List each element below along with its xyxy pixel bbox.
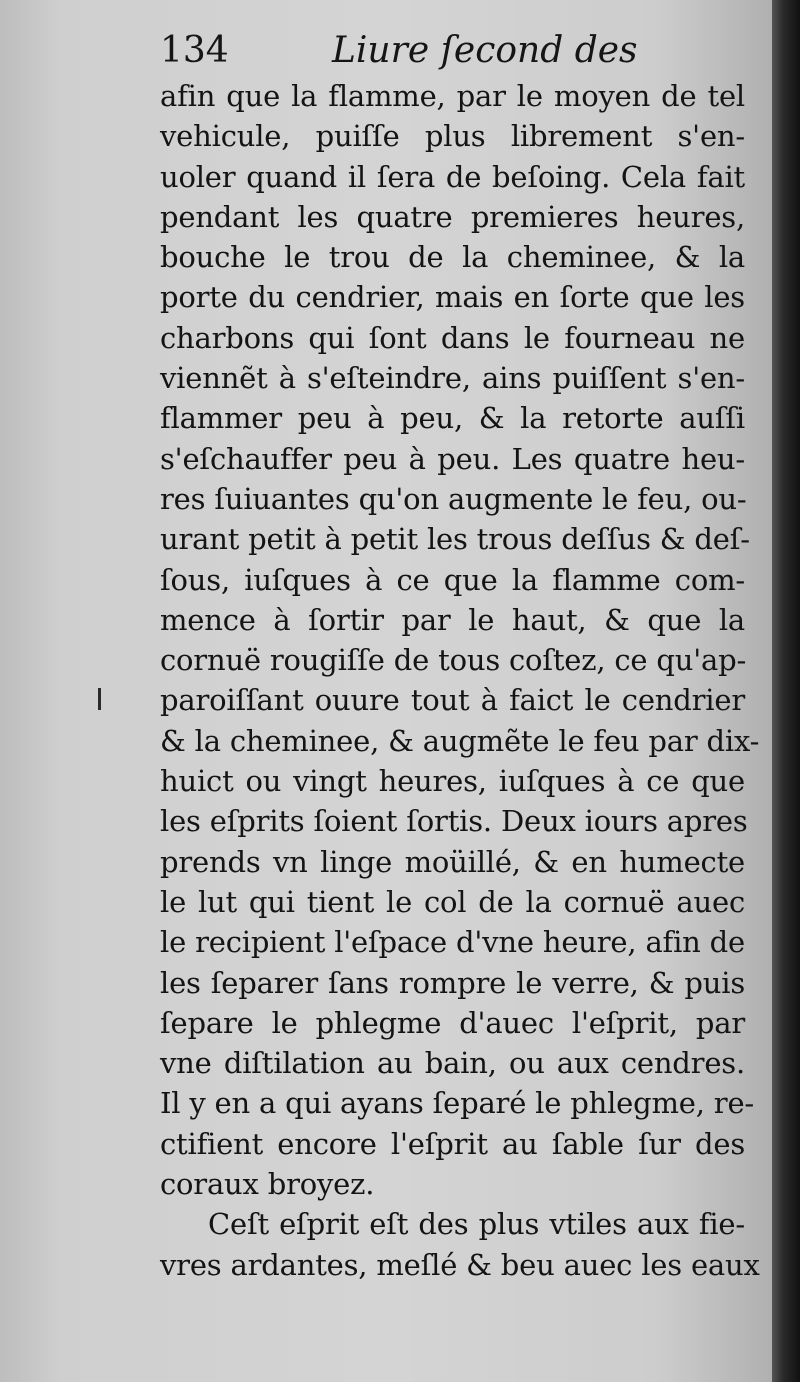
margin-mark <box>98 688 101 710</box>
text-line: vehicule, puiſſe plus librement s'en- <box>160 119 745 154</box>
text-line: res ſuiuantes qu'on augmente le feu, ou- <box>160 481 747 516</box>
text-line: le lut qui tient le col de la cornuë auec <box>160 884 745 919</box>
text-line: charbons qui ſont dans le fourneau ne <box>160 320 745 355</box>
text-line: les ſeparer ſans rompre le verre, & puis <box>160 965 745 1000</box>
running-head: Liure ſecond des <box>332 30 638 71</box>
text-line: le recipient l'eſpace d'vne heure, afin de <box>160 925 745 960</box>
text-line: & la cheminee, & augmẽte le feu par dix- <box>160 723 760 758</box>
text-line: Il y en a qui ayans ſeparé le phlegme, re- <box>160 1086 755 1121</box>
text-line: coraux broyez. <box>160 1167 375 1202</box>
text-line: flammer peu à peu, & la retorte auſſi <box>160 401 745 436</box>
text-line: porte du cendrier, mais en ſorte que les <box>160 280 745 315</box>
book-gutter <box>772 0 800 1382</box>
text-line: viennẽt à s'eſteindre, ains puiſſent s'en- <box>160 361 745 396</box>
text-line: prends vn linge moüillé, & en humecte <box>160 844 745 879</box>
text-line: ctifient encore l'eſprit au ſable ſur des <box>160 1126 745 1161</box>
text-line: s'eſchauffer peu à peu. Les quatre heu- <box>160 441 745 476</box>
text-line: vne diſtilation au bain, ou aux cendres. <box>160 1046 745 1081</box>
text-line: mence à ſortir par le haut, & que la <box>160 602 745 637</box>
text-line: vres ardantes, meſlé & beu auec les eaux <box>160 1247 760 1282</box>
text-line: urant petit à petit les trous deſſus & deſ- <box>160 522 750 557</box>
text-line: pendant les quatre premieres heures, <box>160 199 745 234</box>
text-line: paroiſſant ouure tout à faict le cendrier <box>160 683 745 718</box>
text-line: ſepare le phlegme d'auec l'eſprit, par <box>160 1005 745 1040</box>
page-header <box>160 26 638 76</box>
page-number: 134 <box>160 30 229 71</box>
body-text <box>160 76 760 1285</box>
text-line: les eſprits ſoient ſortis. Deux iours apres <box>160 804 748 839</box>
text-line: Ceſt eſprit eſt des plus vtiles aux fie- <box>208 1207 745 1242</box>
text-line: uoler quand il ſera de beſoing. Cela fait <box>160 159 745 194</box>
text-line: bouche le trou de la cheminee, & la <box>160 240 745 275</box>
text-line: ſous, iuſques à ce que la flamme com- <box>160 562 745 597</box>
text-line: huict ou vingt heures, iuſques à ce que <box>160 764 745 799</box>
text-line: afin que la flamme, par le moyen de tel <box>160 79 745 113</box>
text-line: cornuë rougiſſe de tous coſtez, ce qu'ap- <box>160 643 747 678</box>
